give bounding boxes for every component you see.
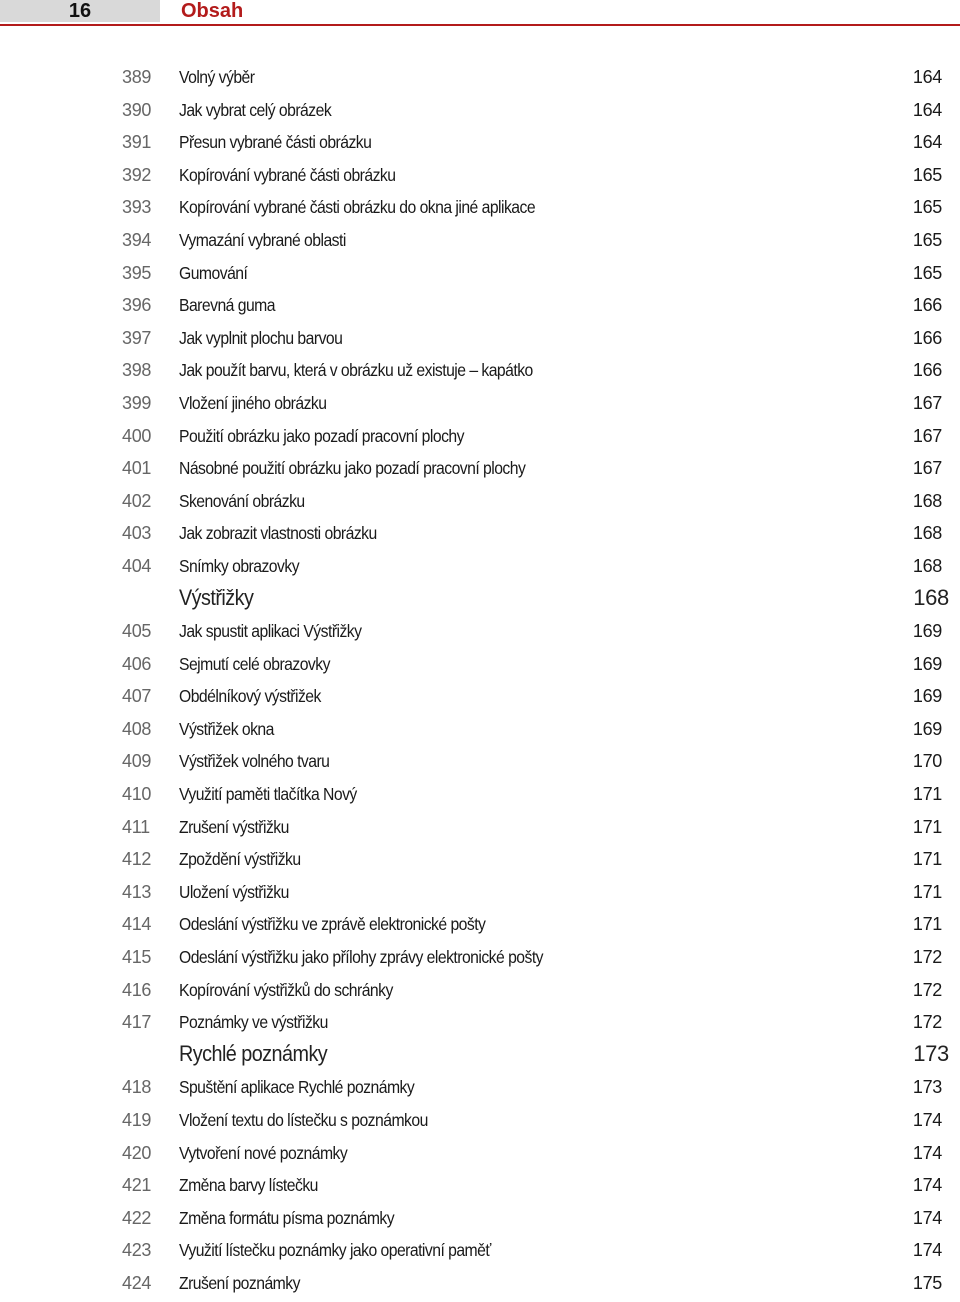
toc-entry-page: 171 [912, 914, 942, 935]
toc-entry-page: 169 [912, 718, 942, 739]
toc-entry-page: 169 [912, 621, 942, 642]
toc-entry-title: Zpoždění výstřižku [179, 849, 301, 870]
toc-entry-page: 171 [912, 784, 942, 805]
toc-entry-page: 166 [912, 360, 942, 381]
toc-entry[interactable] [0, 388, 960, 421]
toc-section-heading[interactable] [0, 1040, 960, 1073]
toc-entry[interactable] [0, 681, 960, 714]
toc-entry-number: 397 [122, 327, 152, 348]
toc-entry-number: 410 [122, 784, 152, 805]
toc-entry[interactable] [0, 877, 960, 910]
toc-entry-title: Skenování obrázku [179, 490, 305, 511]
toc-entry[interactable] [0, 1170, 960, 1203]
page-title: Obsah [181, 0, 244, 22]
toc-entry-title: Vložení textu do lístečku s poznámkou [179, 1110, 428, 1130]
toc-entry-page: 175 [912, 1272, 942, 1293]
toc-entry-title: Jak vybrat celý obrázek [179, 99, 332, 120]
toc-entry-title: Zrušení poznámky [179, 1272, 300, 1293]
toc-entry-title: Snímky obrazovky [179, 555, 300, 576]
toc-entry-title: Odeslání výstřižku jako přílohy zprávy elektronické pošty [179, 947, 544, 968]
toc-entry-number: 421 [122, 1175, 152, 1196]
toc-entry[interactable] [0, 746, 960, 779]
toc-entry-number: 401 [122, 458, 152, 479]
toc-entry-number: 420 [122, 1142, 152, 1163]
toc-entry-page: 174 [912, 1175, 942, 1196]
toc-entry-number: 408 [122, 718, 152, 739]
toc-entry-number: 423 [122, 1240, 152, 1261]
toc-entry-page: 167 [912, 392, 942, 413]
toc-entry[interactable] [0, 225, 960, 258]
toc-entry-page: 169 [912, 653, 942, 674]
page-number: 16 [0, 0, 160, 22]
toc-entry-title: Obdélníkový výstřižek [179, 686, 321, 707]
toc-entry-page: 171 [912, 816, 942, 837]
toc-entry-page: 168 [913, 584, 949, 610]
toc-entry-page: 173 [912, 1077, 942, 1098]
toc-entry-number: 424 [122, 1272, 152, 1293]
toc-entry-title: Rychlé poznámky [179, 1040, 328, 1066]
toc-entry-page: 174 [912, 1240, 942, 1261]
toc-entry-title: Výstřižek volného tvaru [179, 751, 330, 772]
toc-entry-title: Kopírování vybrané části obrázku do okna jiné aplikace [179, 197, 536, 218]
toc-entry-page: 172 [912, 947, 942, 968]
toc-entry[interactable] [0, 192, 960, 225]
toc-entry-title: Přesun vybrané části obrázku [179, 132, 372, 153]
toc-entry[interactable] [0, 1235, 960, 1268]
toc-entry-number: 416 [122, 979, 152, 1000]
toc-entry-number: 389 [122, 67, 152, 87]
toc-entry-number: 414 [122, 914, 152, 935]
toc-entry-page: 173 [913, 1040, 949, 1066]
toc-entry-page: 174 [912, 1110, 942, 1130]
toc-entry-title: Použití obrázku jako pozadí pracovní plochy [179, 425, 464, 446]
toc-entry-page: 168 [912, 490, 942, 511]
toc-entry[interactable] [0, 714, 960, 747]
toc-entry[interactable] [0, 127, 960, 160]
toc-entry-number: 418 [122, 1077, 152, 1098]
toc-entry-page: 166 [912, 295, 942, 316]
toc-entry[interactable] [0, 649, 960, 682]
toc-entry-number: 405 [122, 621, 152, 642]
toc-entry-title: Kopírování výstřižků do schránky [179, 979, 393, 1000]
table-of-contents [0, 62, 960, 1301]
toc-entry-page: 165 [912, 229, 942, 250]
toc-entry[interactable] [0, 551, 960, 584]
toc-entry[interactable] [0, 1203, 960, 1236]
toc-entry-number: 419 [122, 1110, 152, 1130]
toc-entry-number: 409 [122, 751, 152, 772]
toc-section-heading[interactable] [0, 584, 960, 617]
toc-entry-title: Násobné použití obrázku jako pozadí pracovní plochy [179, 458, 526, 479]
toc-entry-page: 165 [912, 262, 942, 283]
toc-entry-page: 174 [912, 1142, 942, 1163]
toc-entry[interactable] [0, 1072, 960, 1105]
toc-entry-number: 412 [122, 849, 152, 870]
toc-entry[interactable] [0, 1007, 960, 1040]
toc-entry-title: Odeslání výstřižku ve zprávě elektronické pošty [179, 914, 486, 935]
toc-entry-number: 422 [122, 1207, 152, 1228]
toc-entry[interactable] [0, 1138, 960, 1171]
toc-entry[interactable] [0, 355, 960, 388]
toc-entry-number: 391 [122, 132, 152, 153]
toc-entry-page: 167 [912, 425, 942, 446]
toc-entry-title: Sejmutí celé obrazovky [179, 653, 330, 674]
toc-entry-title: Barevná guma [179, 295, 275, 316]
toc-entry-page: 172 [912, 1012, 942, 1033]
toc-entry-page: 169 [912, 686, 942, 707]
toc-entry[interactable] [0, 518, 960, 551]
toc-entry-page: 166 [912, 327, 942, 348]
toc-entry-number: 394 [122, 229, 152, 250]
toc-entry-title: Využití lístečku poznámky jako operativní paměť [179, 1240, 491, 1261]
toc-entry-page: 171 [912, 881, 942, 902]
toc-entry-title: Jak spustit aplikaci Výstřižky [179, 621, 362, 642]
toc-entry-number: 395 [122, 262, 152, 283]
toc-entry[interactable] [0, 62, 960, 95]
toc-entry-page: 170 [912, 751, 942, 772]
toc-entry-title: Využití paměti tlačítka Nový [179, 784, 357, 805]
toc-entry-number: 393 [122, 197, 152, 218]
toc-entry-title: Kopírování vybrané části obrázku [179, 164, 396, 185]
page-header [0, 0, 960, 26]
toc-entry-title: Poznámky ve výstřižku [179, 1012, 328, 1033]
toc-entry-number: 392 [122, 164, 152, 185]
toc-entry-number: 407 [122, 686, 152, 707]
toc-entry-title: Jak zobrazit vlastnosti obrázku [179, 523, 377, 544]
toc-entry-page: 164 [912, 132, 942, 153]
toc-entry-page: 168 [912, 523, 942, 544]
toc-entry-number: 398 [122, 360, 152, 381]
toc-entry-page: 172 [912, 979, 942, 1000]
toc-entry-title: Výstřižek okna [179, 718, 274, 739]
toc-entry-title: Spuštění aplikace Rychlé poznámky [179, 1077, 415, 1098]
toc-entry-title: Jak použít barvu, která v obrázku už existuje – kapátko [179, 360, 533, 381]
toc-entry-title: Gumování [179, 262, 248, 283]
toc-entry-title: Vytvoření nové poznámky [179, 1142, 348, 1163]
toc-entry[interactable] [0, 453, 960, 486]
toc-entry[interactable] [0, 779, 960, 812]
toc-entry-title: Změna formátu písma poznámky [179, 1207, 395, 1228]
toc-entry-title: Změna barvy lístečku [179, 1175, 318, 1196]
toc-entry-number: 403 [122, 523, 152, 544]
toc-entry-page: 171 [912, 849, 942, 870]
toc-entry-number: 417 [122, 1012, 152, 1033]
toc-entry[interactable] [0, 323, 960, 356]
toc-entry-title: Vložení jiného obrázku [179, 392, 327, 413]
toc-entry-page: 165 [912, 197, 942, 218]
toc-entry[interactable] [0, 258, 960, 291]
toc-entry-title: Jak vyplnit plochu barvou [179, 327, 343, 348]
toc-entry[interactable] [0, 1105, 960, 1138]
toc-entry-number: 415 [122, 947, 152, 968]
toc-entry-page: 164 [912, 99, 942, 120]
toc-entry-number: 406 [122, 653, 152, 674]
toc-entry[interactable] [0, 160, 960, 193]
toc-entry[interactable] [0, 844, 960, 877]
toc-entry-number: 390 [122, 99, 152, 120]
toc-entry[interactable] [0, 1268, 960, 1301]
toc-entry-page: 168 [912, 555, 942, 576]
toc-entry-page: 174 [912, 1207, 942, 1228]
toc-entry-title: Uložení výstřižku [179, 881, 289, 902]
toc-entry[interactable] [0, 421, 960, 454]
toc-entry-title: Vymazání vybrané oblasti [179, 229, 346, 250]
toc-entry[interactable] [0, 486, 960, 519]
toc-entry[interactable] [0, 95, 960, 128]
toc-entry-page: 164 [912, 67, 942, 87]
toc-entry-page: 165 [912, 164, 942, 185]
toc-entry[interactable] [0, 616, 960, 649]
toc-entry-number: 402 [122, 490, 152, 511]
toc-entry-number: 399 [122, 392, 152, 413]
toc-entry[interactable] [0, 290, 960, 323]
toc-entry[interactable] [0, 909, 960, 942]
toc-entry[interactable] [0, 942, 960, 975]
toc-entry-number: 413 [122, 881, 152, 902]
toc-entry-number: 404 [122, 555, 152, 576]
toc-entry[interactable] [0, 812, 960, 845]
toc-entry[interactable] [0, 975, 960, 1008]
toc-entry-number: 396 [122, 295, 152, 316]
toc-entry-title: Zrušení výstřižku [179, 816, 289, 837]
toc-entry-page: 167 [912, 458, 942, 479]
toc-entry-number: 411 [122, 816, 150, 837]
toc-entry-number: 400 [122, 425, 152, 446]
toc-entry-title: Volný výběr [179, 67, 255, 87]
toc-entry-title: Výstřižky [179, 584, 254, 610]
